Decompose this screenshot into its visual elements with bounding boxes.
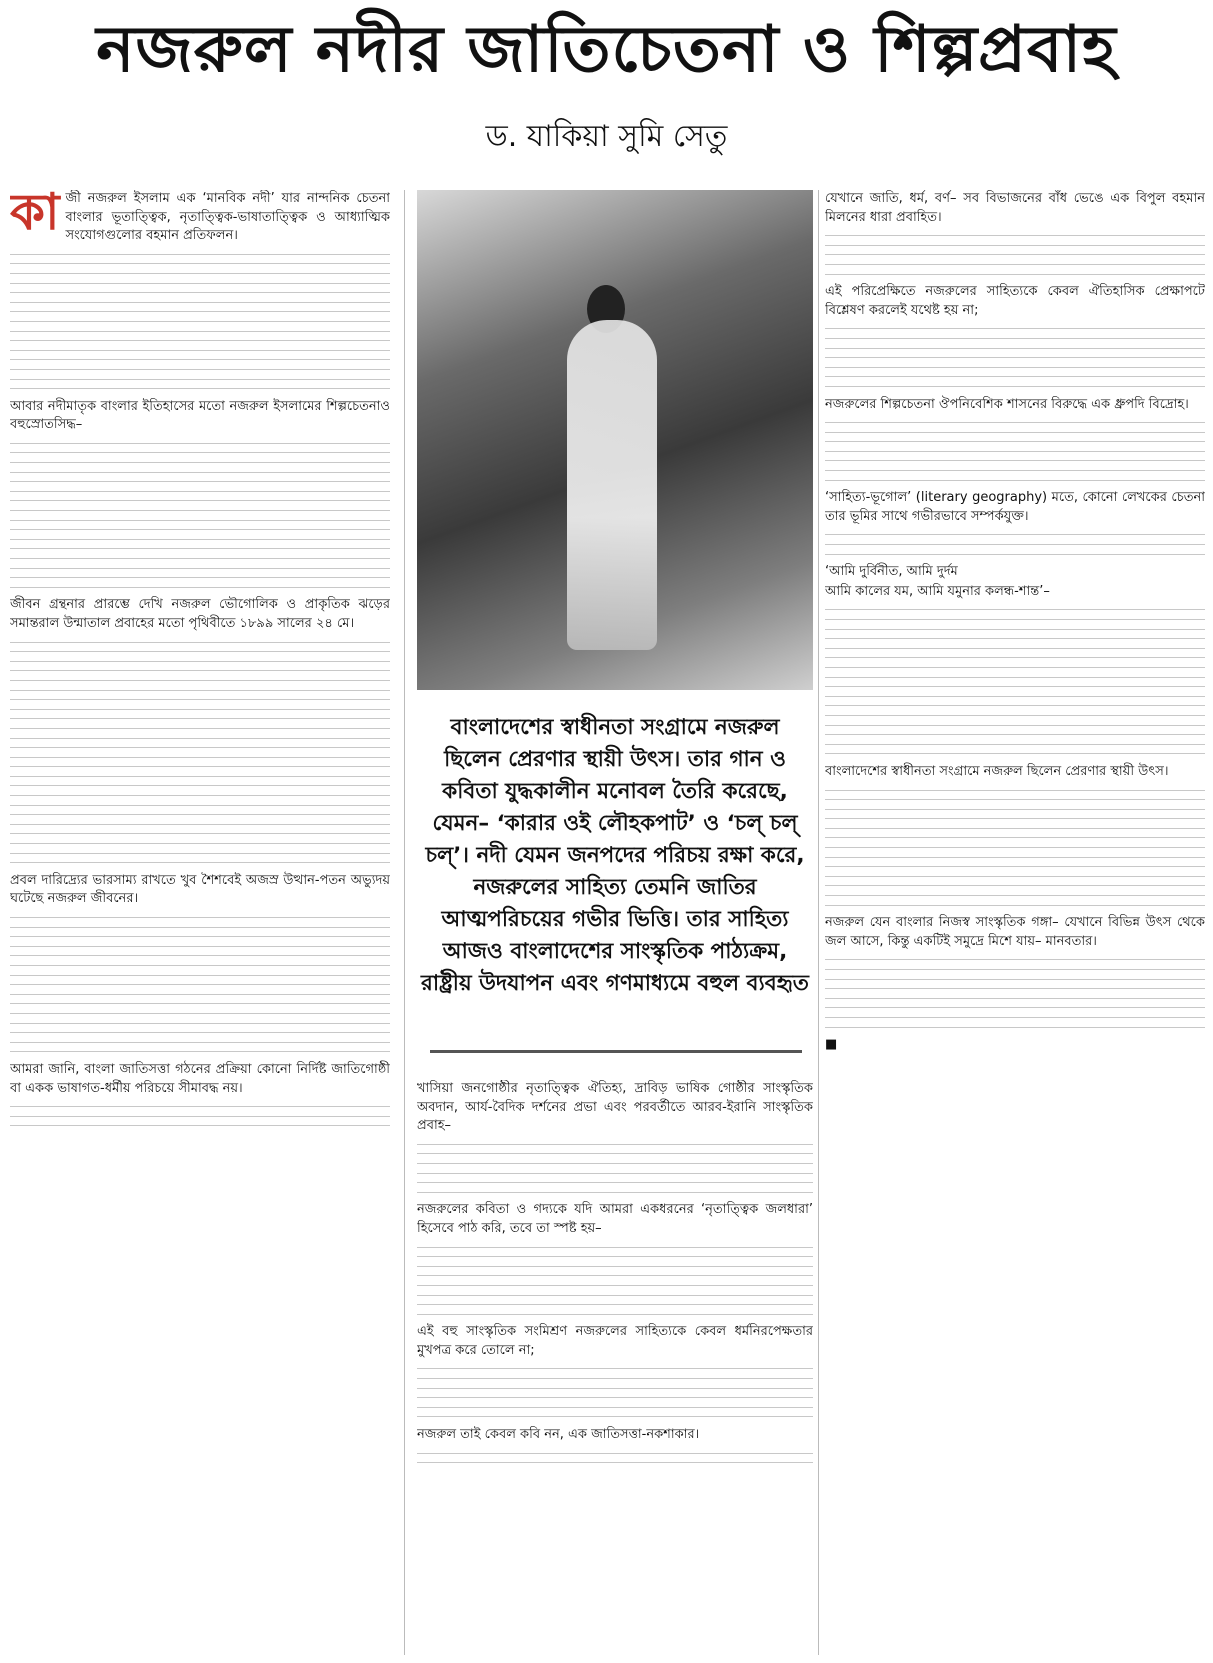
body-text-placeholder (10, 917, 390, 1052)
paragraph (825, 190, 1205, 227)
paragraph-text: এই বহু সাংস্কৃতিক সংমিশ্রণ নজরুলের সাহিত্যকে কেবল ধর্মনিরপেক্ষতার মুখপত্র করে তোলে না; (417, 1324, 813, 1358)
paragraph (10, 190, 390, 246)
middle-column (417, 1080, 813, 1655)
pull-quote-rule (430, 1050, 802, 1053)
paragraph-text: নজরুল তাই কেবল কবি নন, এক জাতিসত্তা-নকশাকার। (417, 1427, 700, 1443)
body-text-placeholder (417, 1247, 813, 1315)
paragraph-text: প্রবল দারিদ্র্যের ভারসাম্য রাখতে খুব শৈশবেই অজস্র উত্থান-পতন অভ্যুদয় ঘটেছে নজরুল জীবনের। (10, 872, 390, 907)
column-divider (404, 190, 405, 1655)
paragraph (10, 596, 390, 633)
paragraph (417, 1080, 813, 1136)
paragraph (10, 1061, 390, 1098)
pull-quote: বাংলাদেশের স্বাধীনতা সংগ্রামে নজরুল ছিলেন প্রেরণার স্থায়ী উৎস। তার গান ও কবিতা যুদ্ধকালীন মনোবল তৈরি করেছে, যেমন– ‘কারার ওই লৌহকপাট’ ও ‘চল্ চল্ চল্’। নদী যেমন জনপদের পরিচয় রক্ষা করে, নজরুলের সাহিত্য তেমনি জাতির আত্মপরিচয়ের গভীর ভিত্তি। তার সাহিত্য আজও বাংলাদেশের সাংস্কৃতিক পাঠ্যক্রম, রাষ্ট্রীয় উদযাপন এবং গণমাধ্যমে বহুল ব্যবহৃত (421, 715, 809, 996)
paragraph (825, 763, 1205, 782)
paragraph (417, 1201, 813, 1238)
body-text-placeholder (10, 254, 390, 389)
body-text-placeholder (10, 642, 390, 864)
paragraph (825, 914, 1205, 951)
body-text-placeholder (825, 422, 1205, 481)
article-title: নজরুল নদীর জাতিচেতনা ও শিল্পপ্রবাহ (96, 12, 1117, 87)
paragraph (417, 1323, 813, 1360)
body-text-placeholder (417, 1453, 813, 1464)
paragraph-text: জীবন গ্রন্থনার প্রারম্ভে দেখি নজরুল ভৌগোলিক ও প্রাকৃতিক ঝড়ের সমান্তরাল উন্মাতাল প্রবাহের মতো পৃথিবীতে ১৮৯৯ সালের ২৪ মে। (10, 597, 390, 631)
body-text-placeholder (825, 235, 1205, 274)
paragraph-text: আমরা জানি, বাংলা জাতিসত্তা গঠনের প্রক্রিয়া কোনো নির্দিষ্ট জাতিগোষ্ঠী বা একক ভাষাগত-ধর্মীয় পরিচয়ে সীমাবদ্ধ নয়। (10, 1061, 390, 1096)
body-text-placeholder (417, 1144, 813, 1193)
body-text-placeholder (825, 959, 1205, 1027)
paragraph (825, 283, 1205, 320)
drop-cap: কা (10, 190, 60, 241)
body-text-placeholder (10, 1106, 390, 1126)
paragraph (10, 398, 390, 435)
left-column (10, 190, 390, 1655)
right-column (825, 190, 1205, 1655)
paragraph-text: নজরুলের কবিতা ও গদ্যকে যদি আমরা একধরনের ‘নৃতাত্ত্বিক জলধারা’ হিসেবে পাঠ করি, তবে তা স্পষ্ট হয়– (417, 1202, 813, 1236)
article-author: ড. যাকিয়া সুমি সেতু (485, 118, 728, 154)
paragraph-text: এই পরিপ্রেক্ষিতে নজরুলের সাহিত্যকে কেবল ঐতিহাসিক প্রেক্ষাপটে বিশ্লেষণ করলেই যথেষ্ট হয় না; (825, 284, 1205, 318)
paragraph (10, 872, 390, 909)
body-text-placeholder (10, 443, 390, 588)
paragraph (417, 1426, 813, 1445)
paragraph-text: ‘সাহিত্য-ভূগোল’ (literary geography) মতে, কোনো লেখকের চেতনা তার ভূমির সাথে গভীরভাবে সম্পর্কযুক্ত। (825, 490, 1205, 524)
column-divider (818, 190, 819, 1655)
end-mark: ■ (825, 1037, 838, 1053)
body-text-placeholder (825, 790, 1205, 906)
paragraph-text: আবার নদীমাতৃক বাংলার ইতিহাসের মতো নজরুল ইসলামের শিল্পচেতনাও বহুস্রোতসিদ্ধ– (10, 398, 390, 433)
paragraph (825, 396, 1205, 415)
paragraph-text: জী নজরুল ইসলাম এক ‘মানবিক নদী’ যার নান্দনিক চেতনা বাংলার ভূতাত্ত্বিক, নৃতাত্ত্বিক-ভাষাতাত্ত্বিক ও আধ্যাত্মিক সংযোগগুলোর বহমান প্রতিফলন। (65, 191, 390, 244)
paragraph-text: খাসিয়া জনগোষ্ঠীর নৃতাত্ত্বিক ঐতিহ্য, দ্রাবিড় ভাষিক গোষ্ঠীর সাংস্কৃতিক অবদান, আর্য-বৈদিক দর্শনের প্রভা এবং পরবর্তীতে আরব-ইরানি সাংস্কৃতিক প্রবাহ– (417, 1081, 813, 1134)
paragraph (825, 489, 1205, 526)
poet-photograph (417, 190, 813, 690)
verse-line: ‘আমি দুর্বিনীত, আমি দুর্দম (825, 564, 958, 580)
verse-line: আমি কালের যম, আমি যমুনার কলন্ধ-শান্ত’– (825, 583, 1050, 599)
paragraph-text: নজরুলের শিল্পচেতনা ঔপনিবেশিক শাসনের বিরুদ্ধে এক ধ্রুপদি বিদ্রোহ। (825, 396, 1189, 412)
body-text-placeholder (825, 534, 1205, 554)
photo-figure-body (567, 320, 657, 650)
paragraph-text: নজরুল যেন বাংলার নিজস্ব সাংস্কৃতিক গঙ্গা– যেখানে বিভিন্ন উৎস থেকে জল আসে, কিন্তু একটিই সমুদ্রে মিশে যায়– মানবতার। (825, 915, 1205, 949)
body-text-placeholder (825, 609, 1205, 754)
body-text-placeholder (417, 1368, 813, 1417)
paragraph-text: যেখানে জাতি, ধর্ম, বর্ণ– সব বিভাজনের বাঁধ ভেঙে এক বিপুল বহমান মিলনের ধারা প্রবাহিত। (825, 191, 1205, 225)
body-text-placeholder (825, 328, 1205, 387)
paragraph-text: বাংলাদেশের স্বাধীনতা সংগ্রামে নজরুল ছিলেন প্রেরণার স্থায়ী উৎস। (825, 763, 1169, 779)
